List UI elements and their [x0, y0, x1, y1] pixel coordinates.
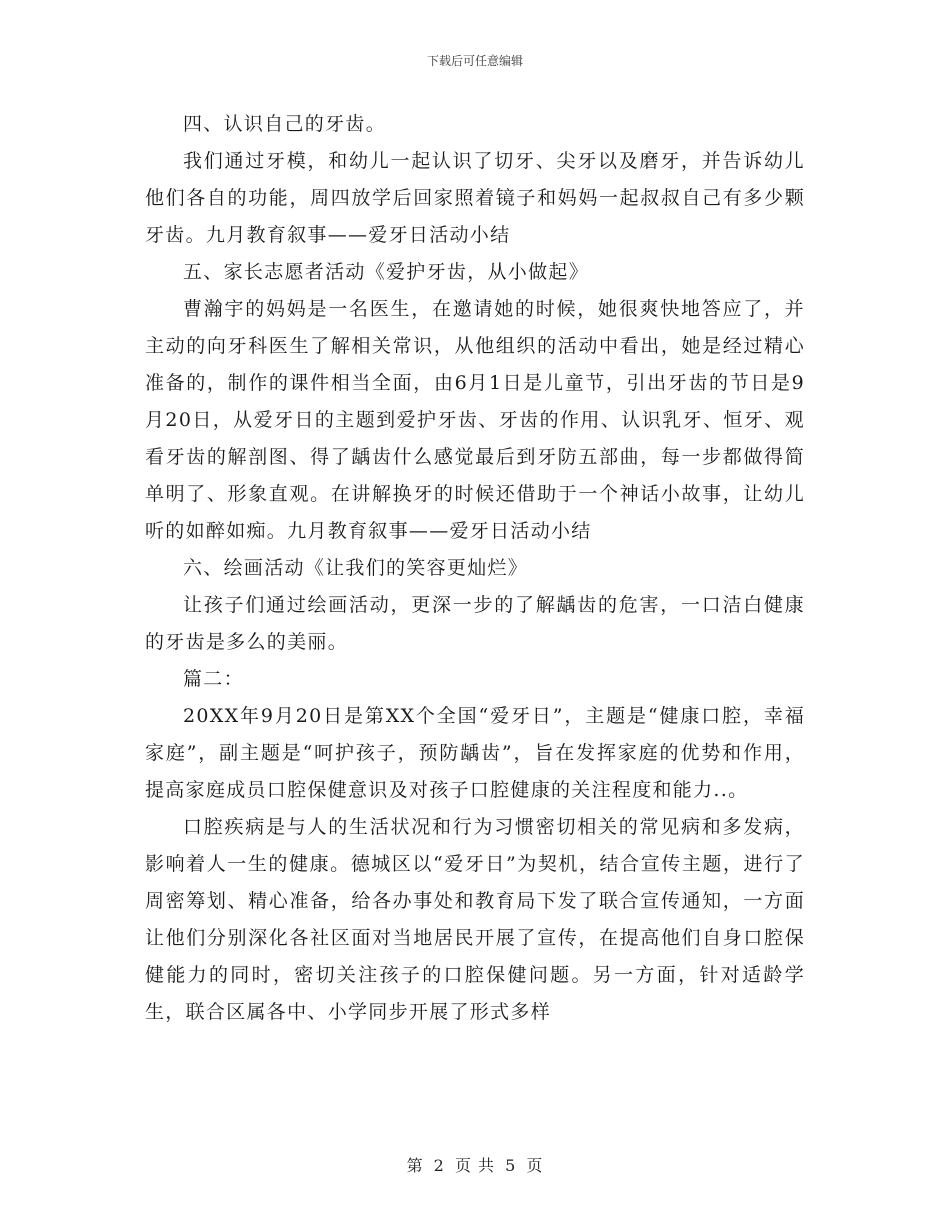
- footer-prefix: 第: [406, 1156, 424, 1175]
- section-heading-6: 六、绘画活动《让我们的笑容更灿烂》: [183, 557, 529, 579]
- part-heading: 篇二：: [183, 668, 244, 690]
- body-paragraph: 20XX年9月20日是第XX个全国“爱牙日”，主题是“健康口腔，幸福家庭”，副主题是“呵护孩子，预防龋齿”，旨在发挥家庭的优势和作用，提高家庭成员口腔保健意识及对孩子口腔健康的关注程度和能力..。: [145, 705, 805, 801]
- section-heading-4: 四、认识自己的牙齿。: [183, 113, 387, 135]
- body-paragraph: 我们通过牙模，和幼儿一起认识了切牙、尖牙以及磨牙，并告诉幼儿他们各自的功能，周四放学后回家照着镜子和妈妈一起叔叔自己有多少颗牙齿。九月教育叙事——爱牙日活动小结: [145, 150, 805, 246]
- body-paragraph: 曹瀚宇的妈妈是一名医生，在邀请她的时候，她很爽快地答应了，并主动的向牙科医生了解相关常识，从他组织的活动中看出，她是经过精心准备的，制作的课件相当全面，由6月1日是儿童节，引出牙齿的节日是9月20日，从爱牙日的主题到爱护牙齿、牙齿的作用、认识乳牙、恒牙、观看牙齿的解剖图、得了龋齿什么感觉最后到牙防五部曲，每一步都做得简单明了、形象直观。在讲解换牙的时候还借助于一个神话小故事，让幼儿听的如醉如痴。九月教育叙事——爱牙日活动小结: [145, 298, 805, 542]
- document-body: [145, 106, 805, 1031]
- page-footer: [0, 1153, 950, 1176]
- footer-page-number: 2: [433, 1156, 445, 1175]
- section-heading-5: 五、家长志愿者活动《爱护牙齿，从小做起》: [183, 261, 590, 283]
- body-paragraph: 口腔疾病是与人的生活状况和行为习惯密切相关的常见病和多发病，影响着人一生的健康。德城区以“爱牙日”为契机，结合宣传主题，进行了周密筹划、精心准备，给各办事处和教育局下发了联合宣传通知，一方面让他们分别深化各社区面对当地居民开展了宣传，在提高他们自身口腔保健能力的同时，密切关注孩子的口腔保健问题。另一方面，针对适龄学生，联合区属各中、小学同步开展了形式多样: [145, 816, 805, 1023]
- footer-suffix: 页: [526, 1156, 544, 1175]
- body-paragraph: 让孩子们通过绘画活动，更深一步的了解龋齿的危害，一口洁白健康的牙齿是多么的美丽。: [145, 594, 805, 653]
- page-header: 下载后可任意编辑: [426, 54, 523, 68]
- footer-middle: 页 共: [454, 1156, 496, 1175]
- footer-total-pages: 5: [505, 1156, 517, 1175]
